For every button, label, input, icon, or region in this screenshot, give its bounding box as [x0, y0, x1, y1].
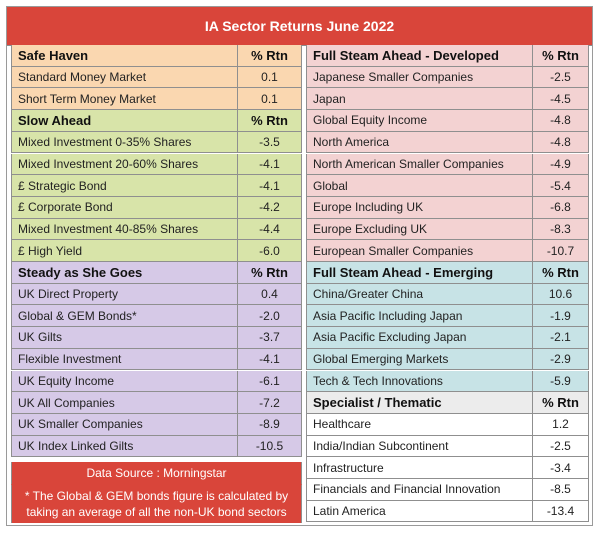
group-title: Safe Haven: [12, 45, 238, 66]
table-row: [306, 132, 589, 154]
sector-name: Infrastructure: [307, 457, 533, 478]
sector-return: -7.2: [259, 395, 280, 410]
column-header-return: % Rtn: [542, 395, 579, 411]
sector-name: Japan: [307, 88, 533, 109]
group-header-safe-haven: [11, 45, 302, 67]
sector-return: -3.4: [550, 460, 571, 475]
table-row: [11, 349, 302, 371]
group-title: Slow Ahead: [12, 110, 238, 131]
sector-return: 0.4: [261, 287, 278, 302]
sector-name: Europe Including UK: [307, 197, 533, 218]
sector-name: Mixed Investment 20-60% Shares: [12, 154, 238, 175]
sector-return: -2.5: [550, 70, 571, 85]
column-header-return: % Rtn: [542, 47, 579, 63]
table-row: [11, 240, 302, 262]
table-row: [11, 371, 302, 393]
group-header-steady: [11, 262, 302, 284]
table-row: [11, 305, 302, 327]
sector-return: -3.7: [259, 330, 280, 345]
table-row: [11, 219, 302, 241]
sector-name: Asia Pacific Excluding Japan: [307, 327, 533, 348]
sector-name: UK Gilts: [12, 327, 238, 348]
table-row: [306, 88, 589, 110]
sector-return: -8.5: [550, 482, 571, 497]
table-row: [306, 371, 589, 393]
table-row: [306, 414, 589, 436]
sector-return: -4.8: [550, 113, 571, 128]
sector-name: Flexible Investment: [12, 349, 238, 370]
sector-name: UK Smaller Companies: [12, 414, 238, 435]
table-row: [306, 197, 589, 219]
sector-return: -8.3: [550, 221, 571, 236]
sector-name: Healthcare: [307, 414, 533, 435]
group-title: Steady as She Goes: [12, 262, 238, 283]
sector-name: UK Index Linked Gilts: [12, 436, 238, 457]
sector-return: -4.9: [550, 156, 571, 171]
sector-return: -6.1: [259, 373, 280, 388]
sector-name: Mixed Investment 40-85% Shares: [12, 219, 238, 240]
table-row: [11, 175, 302, 197]
table-row: [306, 327, 589, 349]
sector-name: UK All Companies: [12, 392, 238, 413]
table-row: [306, 219, 589, 241]
table-row: [306, 240, 589, 262]
sector-return: -4.1: [259, 156, 280, 171]
sector-name: Global Equity Income: [307, 110, 533, 131]
group-title: Full Steam Ahead - Developed: [307, 45, 533, 66]
sector-name: UK Direct Property: [12, 284, 238, 305]
sector-name: UK Equity Income: [12, 371, 238, 392]
table-row: [11, 132, 302, 154]
sector-name: Financials and Financial Innovation: [307, 479, 533, 500]
sector-return: -4.1: [259, 352, 280, 367]
sector-return: -2.9: [550, 352, 571, 367]
sector-return: -10.5: [255, 438, 284, 453]
sector-return: -5.9: [550, 373, 571, 388]
table-row: [306, 284, 589, 306]
sector-name: £ High Yield: [12, 240, 238, 261]
table-row: [11, 67, 302, 89]
sector-name: £ Corporate Bond: [12, 197, 238, 218]
sector-return: 1.2: [552, 417, 569, 432]
table-row: [306, 501, 589, 523]
sector-return: 0.1: [261, 70, 278, 85]
group-header-developed: [306, 45, 589, 67]
column-header-return: % Rtn: [251, 264, 288, 280]
sector-return: -4.8: [550, 135, 571, 150]
sector-return: -4.5: [550, 91, 571, 106]
sector-name: Japanese Smaller Companies: [307, 67, 533, 88]
group-title: Full Steam Ahead - Emerging: [307, 262, 533, 283]
sector-return: -2.5: [550, 438, 571, 453]
group-header-specialist: [306, 392, 589, 414]
sector-name: North America: [307, 132, 533, 153]
table-row: [11, 88, 302, 110]
sector-return: -1.9: [550, 308, 571, 323]
sector-return: -2.0: [259, 308, 280, 323]
table-row: [306, 67, 589, 89]
column-header-return: % Rtn: [542, 264, 579, 280]
table-row: [11, 436, 302, 458]
sector-return: -8.9: [259, 417, 280, 432]
sector-return: -6.0: [259, 243, 280, 258]
table-row: [306, 479, 589, 501]
group-header-emerging: [306, 262, 589, 284]
table-row: [11, 197, 302, 219]
sector-name: Short Term Money Market: [12, 88, 238, 109]
sector-return: -5.4: [550, 178, 571, 193]
table-row: [306, 305, 589, 327]
sector-return: -13.4: [546, 504, 575, 519]
sector-return: -3.5: [259, 135, 280, 150]
sector-name: Asia Pacific Including Japan: [307, 305, 533, 326]
table-row: [306, 349, 589, 371]
table-row: [306, 175, 589, 197]
table-row: [11, 414, 302, 436]
table-title: IA Sector Returns June 2022: [7, 7, 592, 46]
table-row: [11, 327, 302, 349]
sector-name: India/Indian Subcontinent: [307, 436, 533, 457]
group-header-slow-ahead: [11, 110, 302, 132]
sector-returns-table: [6, 6, 593, 526]
sector-name: Europe Excluding UK: [307, 219, 533, 240]
sector-name: Global: [307, 175, 533, 196]
sector-name: European Smaller Companies: [307, 240, 533, 261]
table-row: [11, 284, 302, 306]
data-source-note: Data Source : Morningstar: [11, 462, 302, 485]
sector-name: China/Greater China: [307, 284, 533, 305]
sector-name: Latin America: [307, 501, 533, 522]
table-row: [306, 110, 589, 132]
sector-return: -4.1: [259, 178, 280, 193]
sector-name: £ Strategic Bond: [12, 175, 238, 196]
sector-return: -4.4: [259, 221, 280, 236]
sector-return: 10.6: [548, 287, 573, 302]
table-row: [11, 154, 302, 176]
table-row: [306, 457, 589, 479]
footnote: * The Global & GEM bonds figure is calculated by taking an average of all the non-UK bond sectors: [11, 485, 302, 523]
sector-name: Standard Money Market: [12, 67, 238, 88]
table-row: [306, 154, 589, 176]
group-title: Specialist / Thematic: [307, 392, 533, 413]
sector-return: 0.1: [261, 91, 278, 106]
sector-name: North American Smaller Companies: [307, 154, 533, 175]
sector-name: Mixed Investment 0-35% Shares: [12, 132, 238, 153]
sector-return: -2.1: [550, 330, 571, 345]
sector-return: -4.2: [259, 200, 280, 215]
column-header-return: % Rtn: [251, 47, 288, 63]
sector-name: Global & GEM Bonds*: [12, 305, 238, 326]
sector-name: Tech & Tech Innovations: [307, 371, 533, 392]
column-header-return: % Rtn: [251, 112, 288, 128]
table-row: [306, 436, 589, 458]
sector-return: -6.8: [550, 200, 571, 215]
table-row: [11, 392, 302, 414]
sector-name: Global Emerging Markets: [307, 349, 533, 370]
sector-return: -10.7: [546, 243, 575, 258]
